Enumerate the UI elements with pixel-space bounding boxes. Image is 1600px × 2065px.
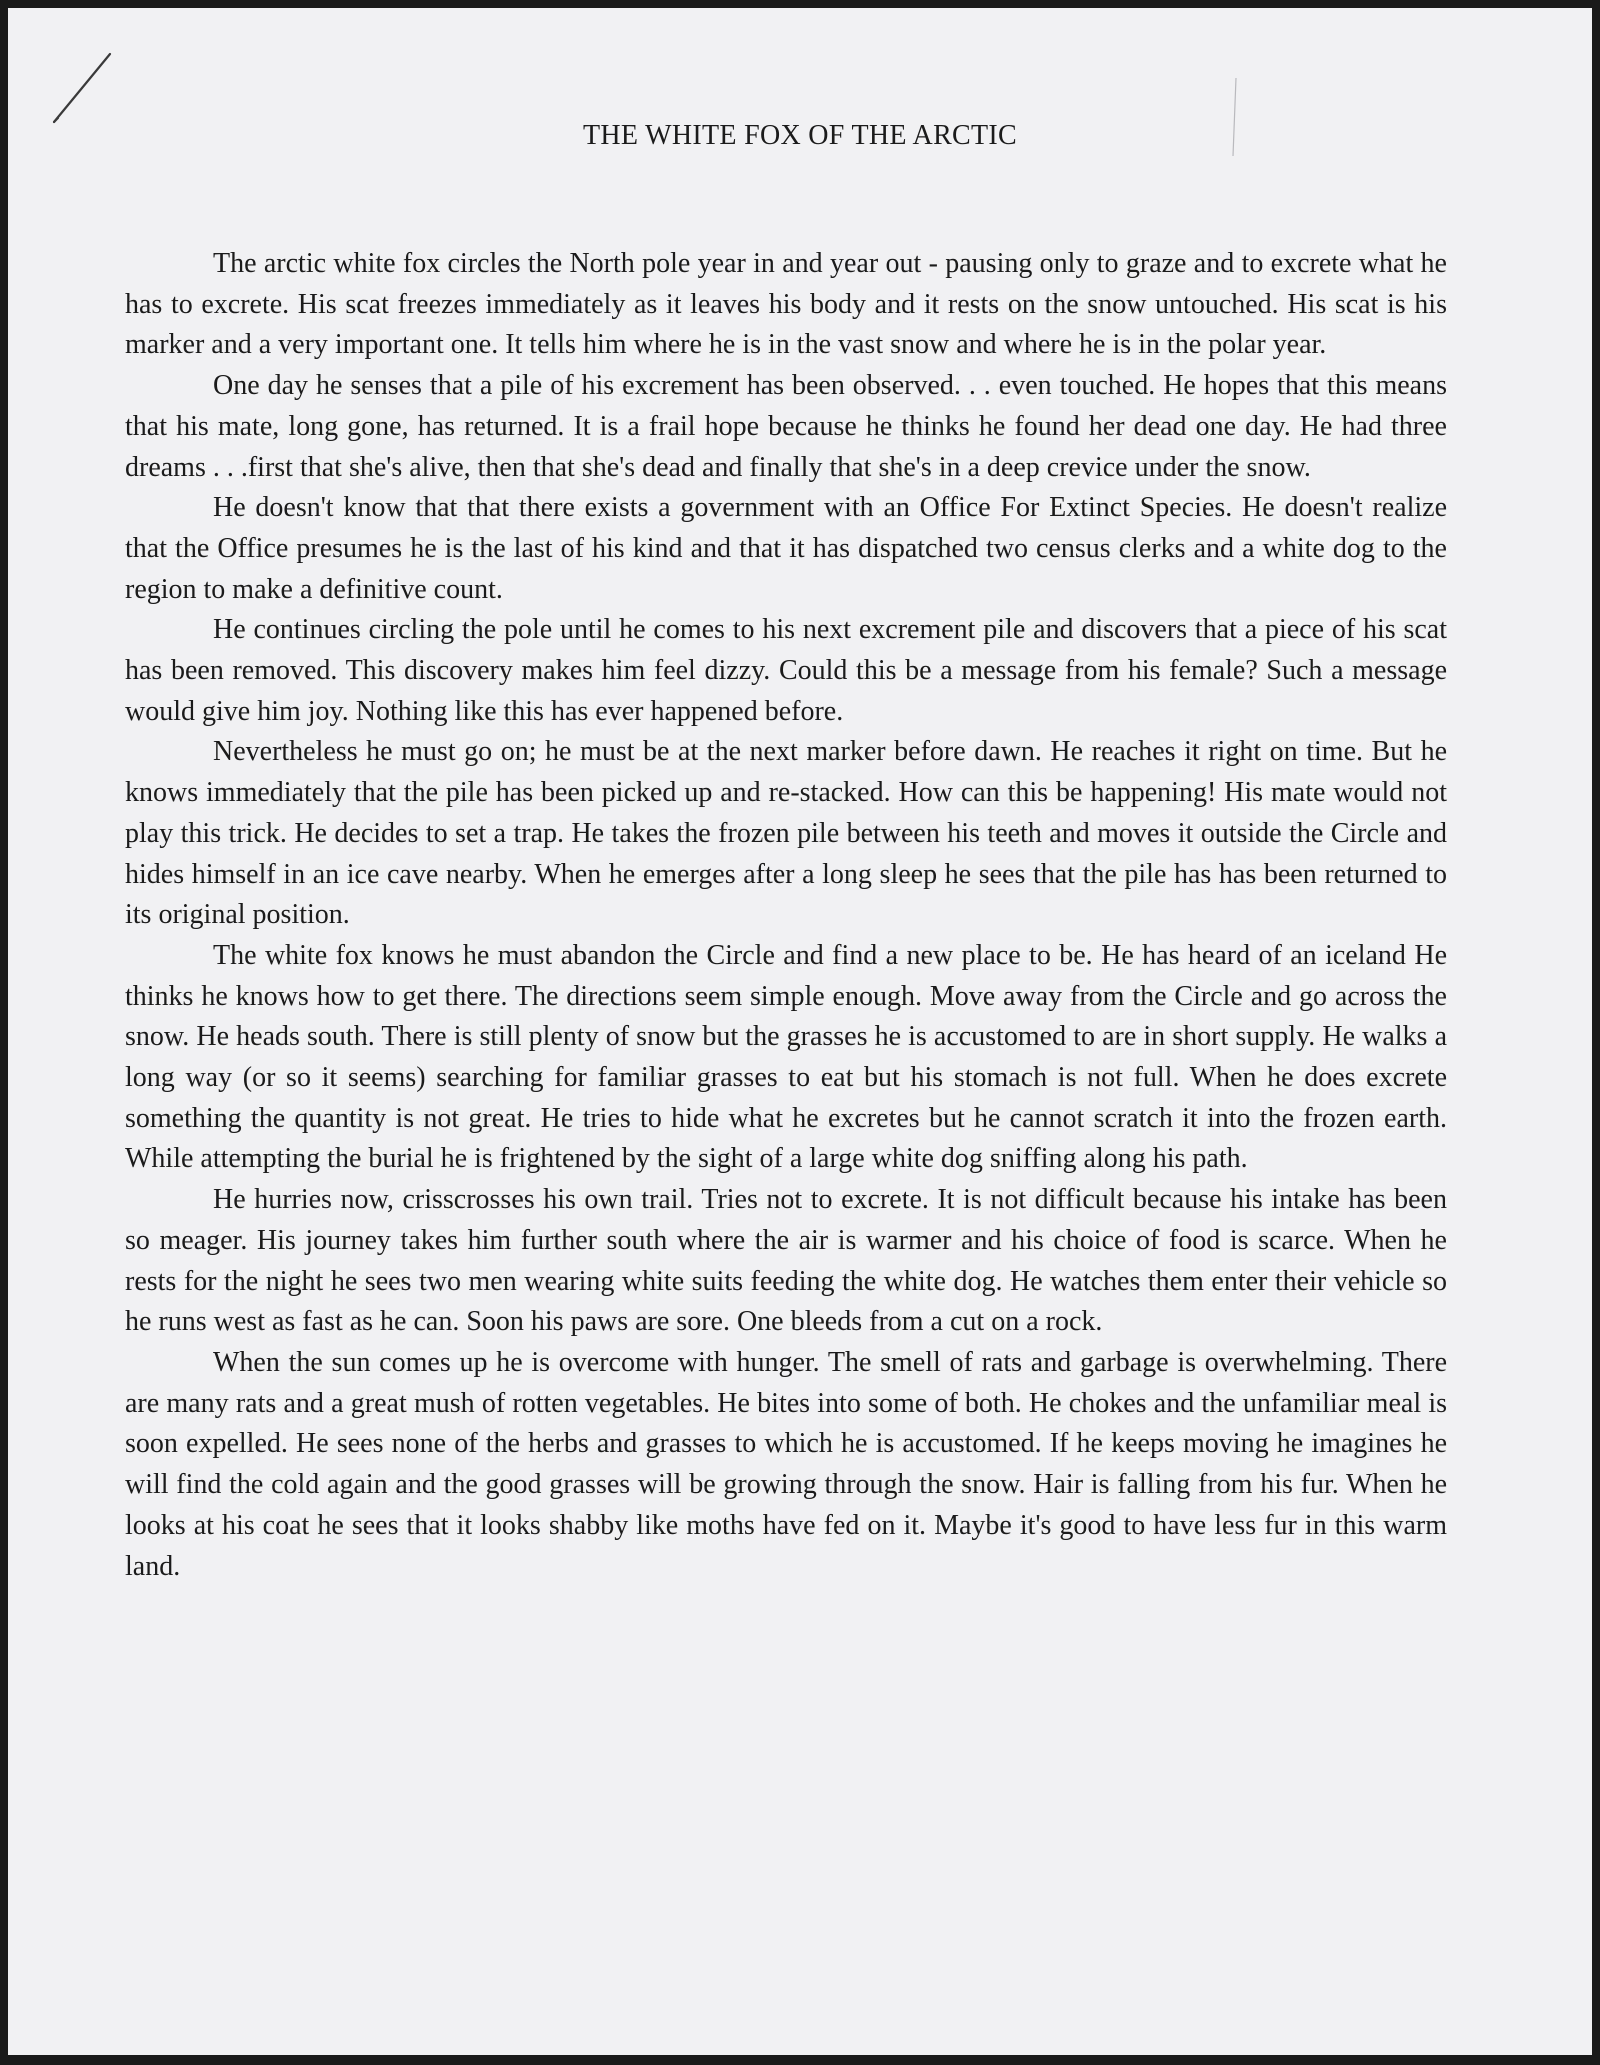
pen-stroke-mark [48,48,118,128]
paragraph: He doesn't know that that there exists a government with an Office For Extinct Species. He doesn't realize that the Office presumes he is the last of his kind and that it has dispatched two census clerks and a white dog to the region to make a definitive count. [125,492,1447,605]
paragraph: Nevertheless he must go on; he must be at the next marker before dawn. He reaches it right on time. But he knows immediately that the pile has been picked up and re-stacked. How can this be happening! His mate would not play this trick. He decides to set a trap. He takes the frozen pile between his teeth and moves it outside the Circle and hides himself in an ice cave nearby. When he emerges after a long sleep he sees that the pile has has been returned to its original position. [125,736,1447,931]
paragraph: When the sun comes up he is overcome with hunger. The smell of rats and garbage is overwhelming. There are many rats and a great mush of rotten vegetables. He bites into some of both. He chokes and the unfamiliar meal is soon expelled. He sees none of the herbs and grasses to which he is accustomed. If he keeps moving he imagines he will find the cold again and the good grasses will be growing through the snow. Hair is falling from his fur. When he looks at his coat he sees that it looks shabby like moths have fed on it. Maybe it's good to have less fur in this warm land. [125,1346,1447,1582]
document-title: THE WHITE FOX OF THE ARCTIC [582,120,1018,151]
paragraph: The white fox knows he must abandon the Circle and find a new place to be. He has heard of an iceland He thinks he knows how to get there. The directions seem simple enough. Move away from the Circle and go across the snow. He heads south. There is still plenty of snow but the grasses he is accustomed to are in short supply. He walks a long way (or so it seems) searching for familiar grasses to eat but his stomach is not full. When he does excrete something the quantity is not great. He tries to hide what he excretes but he cannot scratch it into the frozen earth. While attempting the burial he is frightened by the sight of a large white dog sniffing along his path. [125,939,1447,1175]
paragraph: The arctic white fox circles the North pole year in and year out - pausing only to graze and to excrete what he has to excrete. His scat freezes immediately as it leaves his body and it rests on the snow untouched. His scat is his marker and a very important one. It tells him where he is in the vast snow and where he is in the polar year. [125,248,1447,361]
document-body [125,244,1447,1587]
paragraph: He hurries now, crisscrosses his own trail. Tries not to excrete. It is not difficult because his intake has been so meager. His journey takes him further south where the air is warmer and his choice of food is scarce. When he rests for the night he sees two men wearing white suits feeding the white dog. He watches them enter their vehicle so he runs west as fast as he can. Soon his paws are sore. One bleeds from a cut on a rock. [125,1184,1447,1338]
paragraph: He continues circling the pole until he comes to his next excrement pile and discovers that a piece of his scat has been removed. This discovery makes him feel dizzy. Could this be a message from his female? Such a message would give him joy. Nothing like this has ever happened before. [125,614,1447,727]
paragraph: One day he senses that a pile of his excrement has been observed. . . even touched. He hopes that this means that his mate, long gone, has returned. It is a frail hope because he thinks he found her dead one day. He had three dreams . . .first that she's alive, then that she's dead and finally that she's in a deep crevice under the snow. [125,370,1447,483]
document-page [8,8,1592,2055]
